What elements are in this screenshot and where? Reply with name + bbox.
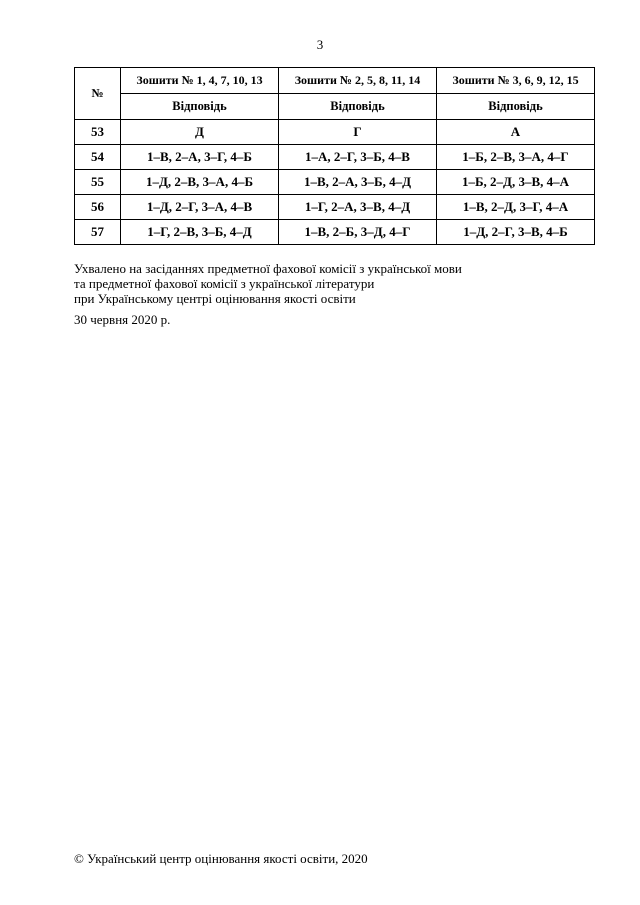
answer-cell: 1–Б, 2–Д, 3–В, 4–А — [437, 170, 595, 195]
page-number: 3 — [316, 37, 324, 52]
answer-cell: 1–Г, 2–А, 3–В, 4–Д — [279, 195, 437, 220]
table-header-row — [75, 68, 595, 94]
question-number: 57 — [75, 220, 121, 245]
answer-cell: 1–Б, 2–В, 3–А, 4–Г — [437, 145, 595, 170]
table-subheader-row — [75, 94, 595, 120]
approval-date: 30 червня 2020 р. — [74, 312, 171, 327]
answer-cell: Д — [121, 120, 279, 145]
table-row — [75, 170, 595, 195]
answer-cell: 1–Д, 2–В, 3–А, 4–Б — [121, 170, 279, 195]
answer-cell: 1–В, 2–Б, 3–Д, 4–Г — [279, 220, 437, 245]
answer-cell: 1–В, 2–А, 3–Г, 4–Б — [121, 145, 279, 170]
question-number: 55 — [75, 170, 121, 195]
notebook-header-1: Зошити № 1, 4, 7, 10, 13 — [121, 68, 279, 94]
answer-cell: А — [437, 120, 595, 145]
answer-cell: 1–В, 2–Д, 3–Г, 4–А — [437, 195, 595, 220]
answer-cell: Г — [279, 120, 437, 145]
answer-cell: 1–Д, 2–Г, 3–В, 4–Б — [437, 220, 595, 245]
approval-line-1: Ухвалено на засіданнях предметної фахової комісії з української мови — [74, 261, 462, 276]
answer-cell: 1–Г, 2–В, 3–Б, 4–Д — [121, 220, 279, 245]
table-row — [75, 145, 595, 170]
table-row — [75, 195, 595, 220]
notebook-header-3: Зошити № 3, 6, 9, 12, 15 — [437, 68, 595, 94]
question-number: 53 — [75, 120, 121, 145]
question-number: 56 — [75, 195, 121, 220]
answer-key-table — [74, 67, 595, 245]
approval-line-2: та предметної фахової комісії з української літератури — [74, 276, 375, 291]
approval-note — [74, 261, 594, 327]
table-row — [75, 120, 595, 145]
answer-header-2: Відповідь — [279, 94, 437, 120]
question-number: 54 — [75, 145, 121, 170]
answer-header-3: Відповідь — [437, 94, 595, 120]
number-column-header: № — [75, 68, 121, 120]
approval-line-3: при Українському центрі оцінювання якості освіти — [74, 291, 356, 306]
table-row — [75, 220, 595, 245]
answer-cell: 1–Д, 2–Г, 3–А, 4–В — [121, 195, 279, 220]
answer-cell: 1–А, 2–Г, 3–Б, 4–В — [279, 145, 437, 170]
notebook-header-2: Зошити № 2, 5, 8, 11, 14 — [279, 68, 437, 94]
answer-cell: 1–В, 2–А, 3–Б, 4–Д — [279, 170, 437, 195]
answer-header-1: Відповідь — [121, 94, 279, 120]
copyright-footer: © Український центр оцінювання якості освіти, 2020 — [74, 851, 368, 866]
